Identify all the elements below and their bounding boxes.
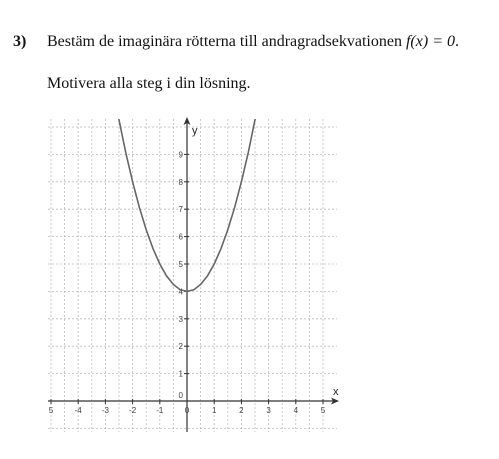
x-tick-label: -3	[101, 406, 109, 415]
y-tick-label: 3	[178, 314, 183, 324]
grid	[48, 119, 337, 432]
x-tick-label: -1	[156, 406, 164, 415]
y-tick-label: 8	[178, 177, 183, 187]
y-tick-label: 5	[178, 260, 183, 269]
x-tick-label: 5	[320, 406, 326, 415]
y-tick-label: 4	[178, 287, 183, 297]
instruction-text: Motivera alla steg i din lösning.	[47, 75, 251, 92]
question-text-main: Bestäm de imaginära rötterna till andragradsekvationen	[47, 33, 406, 50]
x-tick-label: 0	[184, 406, 190, 415]
x-tick-label: 2	[239, 406, 244, 415]
y-tick-label: 7	[178, 205, 183, 215]
origin-label: 0	[178, 391, 183, 400]
question-number: 3)	[13, 33, 27, 50]
x-axis-label: x	[333, 386, 339, 398]
x-tick-label: 3	[266, 406, 271, 415]
y-axis-label: y	[192, 125, 198, 137]
x-tick-label: -4	[74, 406, 82, 415]
y-tick-label: 6	[178, 232, 183, 242]
x-tick-label: 1	[211, 406, 217, 415]
y-tick-label: 1	[178, 369, 183, 379]
x-tick-label: 4	[293, 406, 299, 415]
y-tick-label: 9	[178, 150, 183, 160]
x-tick-label: 5	[48, 406, 54, 415]
question-text-end: .	[454, 33, 459, 50]
question-math: f(x) = 0	[405, 33, 455, 50]
x-tick-label: -2	[129, 406, 137, 415]
y-tick-label: 2	[178, 342, 183, 352]
